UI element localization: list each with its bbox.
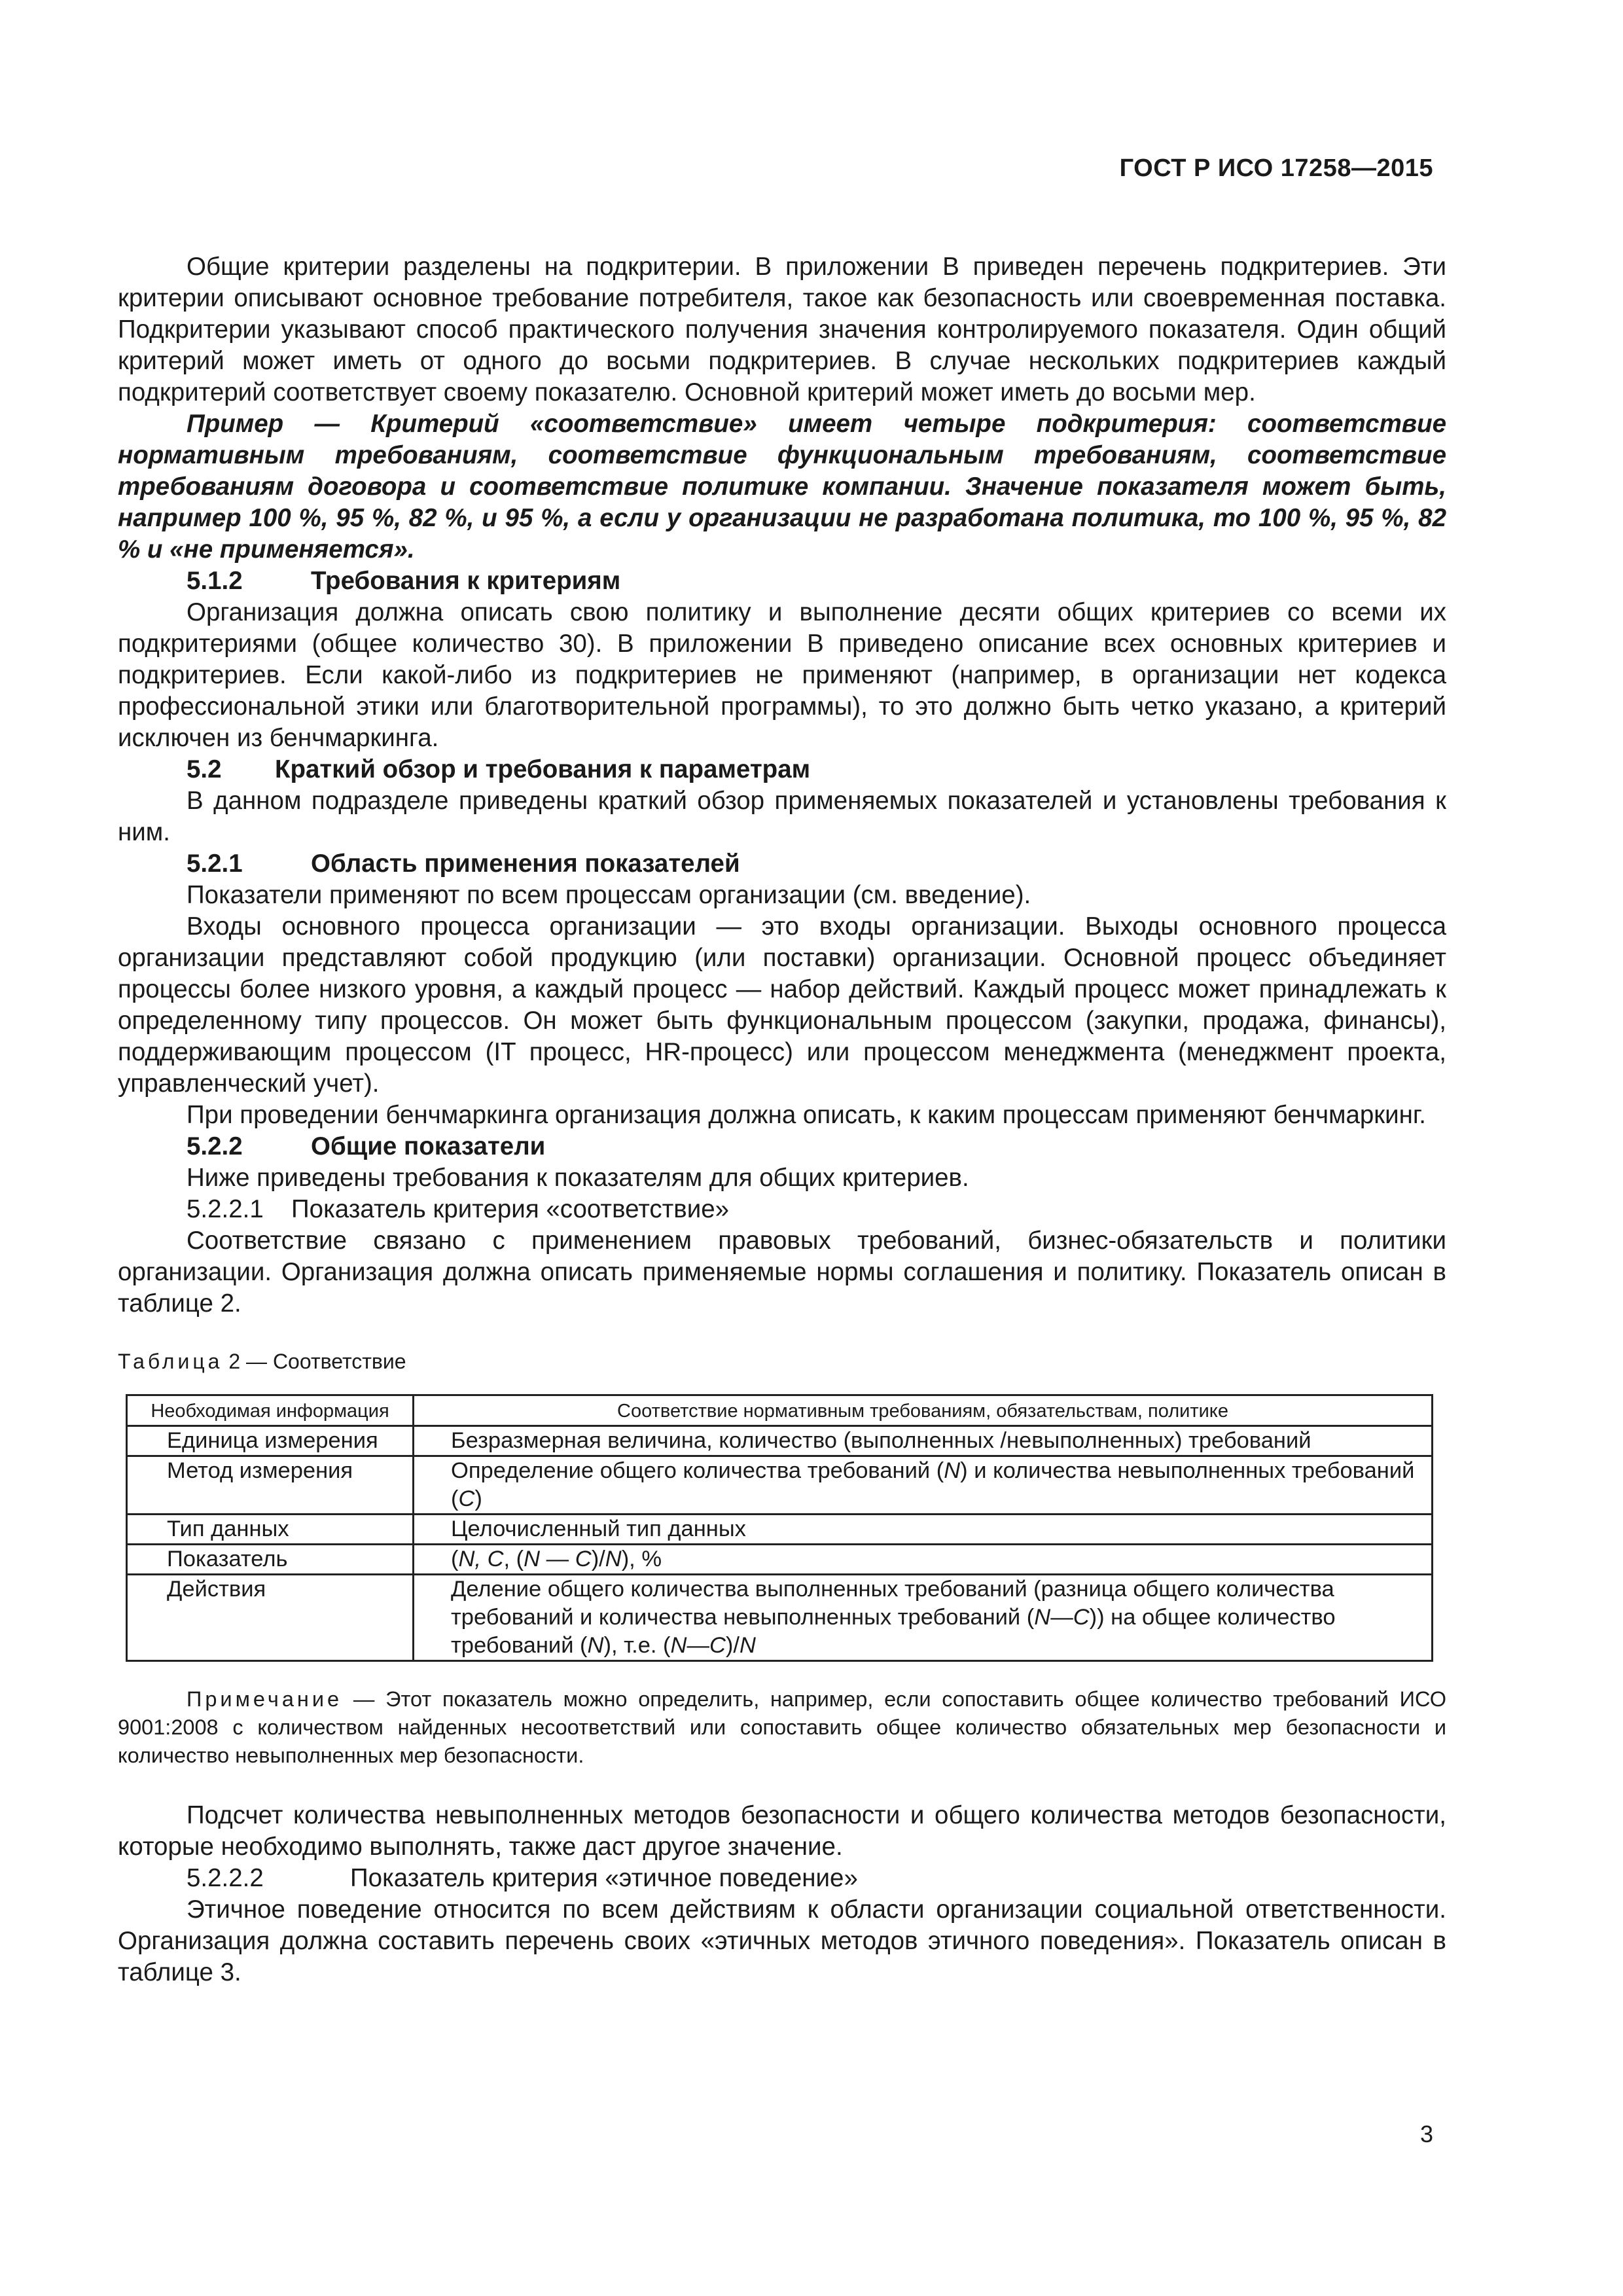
table-cell-label: Тип данных — [127, 1515, 414, 1545]
paragraph: В данном подразделе приведены краткий обзор применяемых показателей и установлены требования к ним. — [118, 787, 1446, 846]
paragraph: Соответствие связано с применением правовых требований, бизнес-обязательств и политики организации. Организация должна описать применяемые нормы соглашения и политику. Показатель описан в таблице 2. — [118, 1227, 1446, 1318]
compliance-table — [126, 1394, 1433, 1662]
section-number: 5.2.2.1 — [187, 1195, 264, 1223]
section-title: Требования к критериям — [311, 567, 621, 595]
table-note — [118, 1685, 1446, 1770]
page-content — [118, 251, 1446, 1988]
table-cell-value: Деление общего количества выполненных требований (разница общего количества требований и количества невыполненных требований (N—С)) на общее количество требований (N), т.е. (N—С)/N — [414, 1575, 1433, 1661]
section-number: 5.2.2 — [187, 1132, 243, 1160]
note-text: — Этот показатель можно определить, например, если сопоставить общее количество требований ИСО 9001:2008 с количеством найденных несоответствий или сопоставить общее количество обязательных мер безопасности и количество невыполненных мер безопасности. — [118, 1687, 1446, 1767]
section-number: 5.1.2 — [187, 567, 243, 595]
section-number: 5.2.1 — [187, 850, 243, 878]
section-title: Область применения показателей — [311, 850, 740, 878]
table-row — [127, 1456, 1433, 1515]
section-heading — [118, 1131, 1446, 1162]
note-label: Примечание — [187, 1687, 343, 1711]
section-title: Показатель критерия «этичное поведение» — [350, 1864, 858, 1892]
table-caption — [118, 1347, 1446, 1376]
table-cell-label: Метод измерения — [127, 1456, 414, 1515]
table-cell-label: Показатель — [127, 1545, 414, 1575]
table-cell-label: Единица измерения — [127, 1426, 414, 1456]
paragraph: Показатели применяют по всем процессам организации (см. введение). — [187, 881, 1031, 909]
table-row — [127, 1575, 1433, 1661]
table-row — [127, 1515, 1433, 1545]
section-title: Краткий обзор и требования к параметрам — [275, 755, 811, 783]
table-cell-value: Определение общего количества требований (N) и количества невыполненных требований (С) — [414, 1456, 1433, 1515]
table-caption-label: Таблица — [118, 1350, 223, 1373]
table-row — [127, 1545, 1433, 1575]
table-caption-title: 2 — Соответствие — [223, 1350, 406, 1373]
table-row — [127, 1426, 1433, 1456]
paragraph: Входы основного процесса организации — это входы организации. Выходы основного процесса организации представляют собой продукцию (или поставки) организации. Основной процесс объединяет процессы более низкого уровня, а каждый процесс — набор действий. Каждый процесс может принадлежать к определенному типу процессов. Он может быть функциональным процессом (закупки, продажа, финансы), поддерживающим процессом (IT процесс, HR-процесс) или процессом менеджмента (менеджмент проекта, управленческий учет). — [118, 912, 1446, 1098]
paragraph: Общие критерии разделены на подкритерии. В приложении В приведен перечень подкритериев. Эти критерии описывают основное требование потребителя, такое как безопасность или своевременная поставка. Подкритерии указывают способ практического получения значения контролируемого показателя. Один общий критерий может иметь от одного до восьми подкритериев. В случае нескольких подкритериев каждый подкритерий соответствует своему показателю. Основной критерий может иметь до восьми мер. — [118, 253, 1446, 406]
paragraph: При проведении бенчмаркинга организация должна описать, к каким процессам применяют бенчмаркинг. — [187, 1101, 1426, 1129]
section-title: Общие показатели — [311, 1132, 546, 1160]
section-title: Показатель критерия «соответствие» — [291, 1195, 730, 1223]
page-number: 3 — [1419, 2121, 1433, 2147]
section-heading — [118, 754, 1446, 785]
subsection-heading — [118, 1194, 1446, 1225]
table-cell-label: Действия — [127, 1575, 414, 1661]
section-number: 5.2 — [187, 755, 222, 783]
table-header-cell: Соответствие нормативным требованиям, обязательствам, политике — [414, 1395, 1433, 1426]
paragraph: Организация должна описать свою политику и выполнение десяти общих критериев со всеми их подкритериями (общее количество 30). В приложении В приведено описание всех основных критериев и подкритериев. Если какой-либо из подкритериев не применяют (например, в организации нет кодекса профессиональной этики или благотворительной программы), то это должно быть четко указано, а критерий исключен из бенчмаркинга. — [118, 598, 1446, 752]
paragraph: Подсчет количества невыполненных методов безопасности и общего количества методов безопасности, которые необходимо выполнять, также даст другое значение. — [118, 1801, 1446, 1861]
paragraph: Этичное поведение относится по всем действиям к области организации социальной ответственности. Организация должна составить перечень своих «этичных методов этичного поведения». Показатель описан в таблице 3. — [118, 1895, 1446, 1986]
example-paragraph: Пример — Критерий «соответствие» имеет четыре подкритерия: соответствие нормативным требованиям, соответствие функциональным требованиям, соответствие требованиям договора и соответствие политике компании. Значение показателя может быть, например 100 %, 95 %, 82 %, и 95 %, а если у организации не разработана политика, то 100 %, 95 %, 82 % и «не применяется». — [118, 410, 1446, 564]
table-cell-value: Безразмерная величина, количество (выполненных /невыполненных) требований — [414, 1426, 1433, 1456]
subsection-heading — [118, 1863, 1446, 1894]
section-heading — [118, 848, 1446, 880]
section-number: 5.2.2.2 — [187, 1864, 264, 1892]
section-heading — [118, 565, 1446, 597]
table-cell-value: Целочисленный тип данных — [414, 1515, 1433, 1545]
table-header-row — [127, 1395, 1433, 1426]
standard-id: ГОСТ Р ИСО 17258—2015 — [1119, 154, 1433, 182]
paragraph: Ниже приведены требования к показателям для общих критериев. — [187, 1164, 969, 1192]
table-header-cell: Необходимая информация — [127, 1395, 414, 1426]
table-cell-value: (N, С, (N — С)/N), % — [414, 1545, 1433, 1575]
